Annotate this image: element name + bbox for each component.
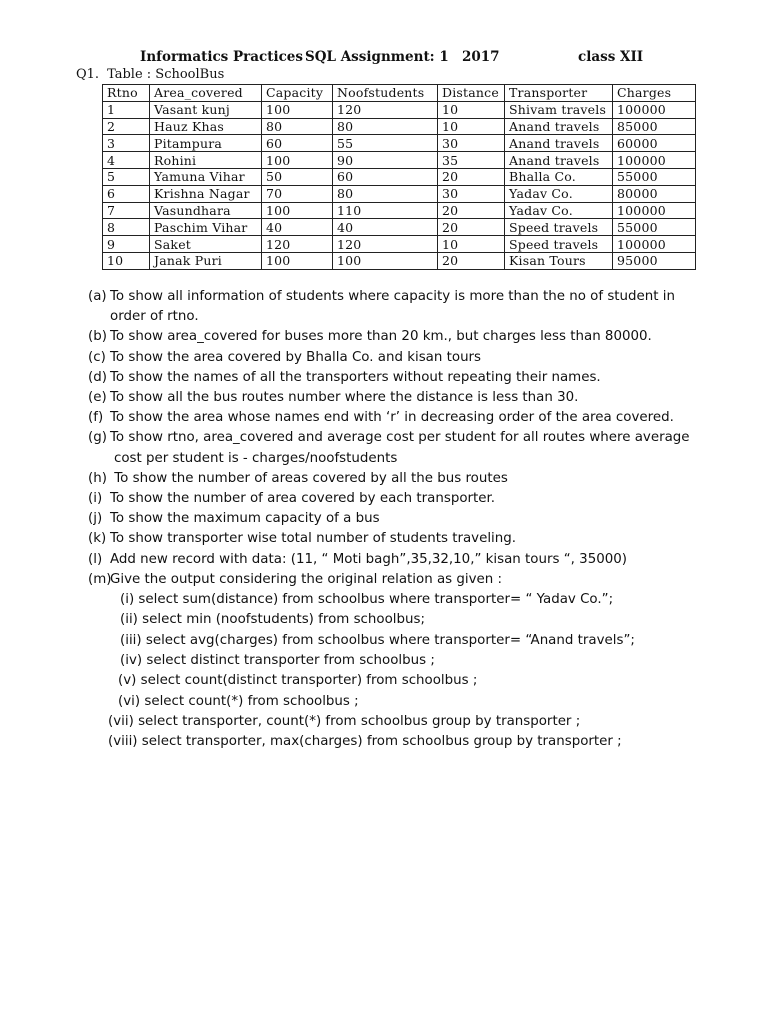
table-cell: Paschim Vihar (150, 219, 262, 236)
question-list (88, 287, 738, 752)
table-body (103, 101, 696, 269)
table-cell: 6 (103, 185, 150, 202)
question-item (88, 529, 738, 549)
question-item-text: To show the area covered by Bhalla Co. and kisan tours (110, 349, 482, 365)
question-item (88, 469, 738, 489)
question-items (88, 287, 738, 590)
schoolbus-table (102, 84, 696, 270)
table-cell: 3 (103, 135, 150, 152)
table-cell: 9 (103, 236, 150, 253)
table-cell: 100000 (613, 152, 696, 169)
table-cell: Hauz Khas (150, 118, 262, 135)
table-cell: 100 (262, 202, 333, 219)
question-item (88, 388, 738, 408)
table-cell: 80 (262, 118, 333, 135)
table-row (103, 202, 696, 219)
table-cell: 8 (103, 219, 150, 236)
question-item-continuation: cost per student is - charges/noofstudents (114, 450, 398, 466)
question-item-text: To show the number of areas covered by all the bus routes (110, 470, 508, 486)
table-cell: 50 (262, 168, 333, 185)
question-item-label: (c) (88, 349, 106, 365)
table-cell: 90 (333, 152, 438, 169)
question-item-text: To show the names of all the transporters without repeating their names. (110, 369, 601, 385)
table-cell: 80000 (613, 185, 696, 202)
table-cell: 120 (262, 236, 333, 253)
assignment-title: SQL Assignment: 1 (305, 49, 449, 65)
sql-query: (v) select count(distinct transporter) from schoolbus ; (118, 673, 478, 689)
table-cell: Kisan Tours (505, 252, 613, 269)
table-cell: 100 (262, 152, 333, 169)
table-cell: 20 (438, 202, 505, 219)
table-cell: 7 (103, 202, 150, 219)
table-cell: Saket (150, 236, 262, 253)
table-cell: 40 (333, 219, 438, 236)
question-label (76, 67, 232, 82)
question-item (88, 570, 738, 590)
question-item-label: (a) (88, 289, 107, 304)
question-item (88, 348, 738, 368)
question-item-label: (d) (88, 369, 107, 385)
table-cell: 10 (438, 118, 505, 135)
table-cell: 100 (262, 101, 333, 118)
question-item-text: To show the number of area covered by each transporter. (110, 491, 496, 507)
question-item (88, 287, 738, 307)
table-caption: Table : SchoolBus (107, 67, 225, 82)
question-item (88, 368, 738, 388)
question-item-label: (e) (88, 390, 107, 406)
class-label: class XII (578, 49, 644, 65)
question-item-text: To show all the bus routes number where the distance is less than 30. (110, 390, 579, 406)
column-header: Area_covered (150, 85, 262, 102)
table-cell: 100000 (613, 101, 696, 118)
question-item (88, 550, 738, 570)
column-header: Noofstudents (333, 85, 438, 102)
question-item-continuation: order of rtno. (110, 309, 199, 325)
table-cell: 20 (438, 252, 505, 269)
table-cell: Pitampura (150, 135, 262, 152)
question-item-label: (f) (88, 410, 104, 426)
question-item-label: (m) (88, 571, 112, 587)
table-cell: 5 (103, 168, 150, 185)
sql-query: (viii) select transporter, max(charges) from schoolbus group by transporter ; (108, 734, 622, 750)
question-item-text: To show area_covered for buses more than 20 km., but charges less than 80000. (110, 329, 652, 345)
table-cell: 10 (438, 236, 505, 253)
subject-title: Informatics Practices (140, 49, 303, 65)
question-item (88, 428, 738, 448)
question-item-label: (g) (88, 430, 107, 446)
table-cell: 55000 (613, 168, 696, 185)
table-cell: 20 (438, 219, 505, 236)
question-item-label: (j) (88, 511, 103, 527)
question-item-text: To show transporter wise total number of students traveling. (110, 531, 517, 547)
column-header: Transporter (505, 85, 613, 102)
table-row (103, 101, 696, 118)
question-number: Q1. (76, 67, 100, 82)
question-item-label: (l) (88, 551, 103, 567)
table-cell: 60 (262, 135, 333, 152)
table-cell: 80 (333, 118, 438, 135)
table-header-row (103, 85, 696, 102)
assignment-header (0, 49, 768, 69)
table-row (103, 152, 696, 169)
question-item-text: To show all information of students where capacity is more than the no of student in (110, 289, 675, 304)
question-item-label: (i) (88, 491, 103, 507)
table-cell: 4 (103, 152, 150, 169)
question-item-text: Give the output considering the original relation as given : (110, 571, 503, 587)
question-item-label: (h) (88, 470, 107, 486)
question-item-text: To show the area whose names end with ‘r’ in decreasing order of the area covered. (110, 410, 674, 426)
table-row (103, 219, 696, 236)
question-item (88, 509, 738, 529)
question-item (88, 327, 738, 347)
column-header: Charges (613, 85, 696, 102)
table-cell: Janak Puri (150, 252, 262, 269)
column-header: Capacity (262, 85, 333, 102)
table-row (103, 118, 696, 135)
table-cell: 60000 (613, 135, 696, 152)
table-cell: Shivam travels (505, 101, 613, 118)
sql-query: (iv) select distinct transporter from schoolbus ; (120, 652, 435, 668)
table-cell: Vasundhara (150, 202, 262, 219)
column-header: Distance (438, 85, 505, 102)
assignment-year: 2017 (462, 49, 500, 65)
table-cell: Yadav Co. (505, 202, 613, 219)
table-cell: Bhalla Co. (505, 168, 613, 185)
table-cell: 85000 (613, 118, 696, 135)
table-cell: 100 (333, 252, 438, 269)
table-cell: 95000 (613, 252, 696, 269)
table-cell: 80 (333, 185, 438, 202)
table-cell: Speed travels (505, 236, 613, 253)
table-cell: 70 (262, 185, 333, 202)
table-cell: 55000 (613, 219, 696, 236)
table-cell: 30 (438, 135, 505, 152)
table-cell: 10 (103, 252, 150, 269)
table-row (103, 185, 696, 202)
sql-query: (iii) select avg(charges) from schoolbus where transporter= “Anand travels”; (120, 632, 635, 648)
table-cell: Yadav Co. (505, 185, 613, 202)
table-row (103, 135, 696, 152)
sql-query: (vii) select transporter, count(*) from schoolbus group by transporter ; (108, 713, 581, 729)
table-cell: Speed travels (505, 219, 613, 236)
table-cell: 30 (438, 185, 505, 202)
table-cell: 100000 (613, 236, 696, 253)
table-cell: 120 (333, 101, 438, 118)
table-cell: Yamuna Vihar (150, 168, 262, 185)
table-cell: 110 (333, 202, 438, 219)
table-cell: Krishna Nagar (150, 185, 262, 202)
table-cell: 20 (438, 168, 505, 185)
table-cell: Vasant kunj (150, 101, 262, 118)
sql-queries (88, 590, 738, 752)
question-item-label: (b) (88, 329, 107, 345)
table-row (103, 252, 696, 269)
column-header: Rtno (103, 85, 150, 102)
table-cell: Rohini (150, 152, 262, 169)
question-item-text: To show rtno, area_covered and average cost per student for all routes where average (110, 430, 690, 446)
table-cell: 2 (103, 118, 150, 135)
table-cell: 100 (262, 252, 333, 269)
table-cell: Anand travels (505, 135, 613, 152)
question-item-label: (k) (88, 531, 107, 547)
question-item (88, 408, 738, 428)
question-item-text: Add new record with data: (11, “ Moti bagh”,35,32,10,” kisan tours “, 35000) (110, 551, 627, 567)
table-cell: Anand travels (505, 152, 613, 169)
table-cell: 55 (333, 135, 438, 152)
table-cell: 10 (438, 101, 505, 118)
table-cell: 1 (103, 101, 150, 118)
sql-query: (i) select sum(distance) from schoolbus where transporter= “ Yadav Co.”; (120, 592, 614, 608)
question-item (88, 489, 738, 509)
table-row (103, 168, 696, 185)
sql-query: (ii) select min (noofstudents) from schoolbus; (120, 612, 425, 628)
table-row (103, 236, 696, 253)
question-item-text: To show the maximum capacity of a bus (110, 511, 380, 527)
sql-query: (vi) select count(*) from schoolbus ; (118, 693, 359, 709)
table-cell: 35 (438, 152, 505, 169)
table-cell: Anand travels (505, 118, 613, 135)
table-cell: 40 (262, 219, 333, 236)
table-cell: 100000 (613, 202, 696, 219)
table-cell: 120 (333, 236, 438, 253)
table-cell: 60 (333, 168, 438, 185)
